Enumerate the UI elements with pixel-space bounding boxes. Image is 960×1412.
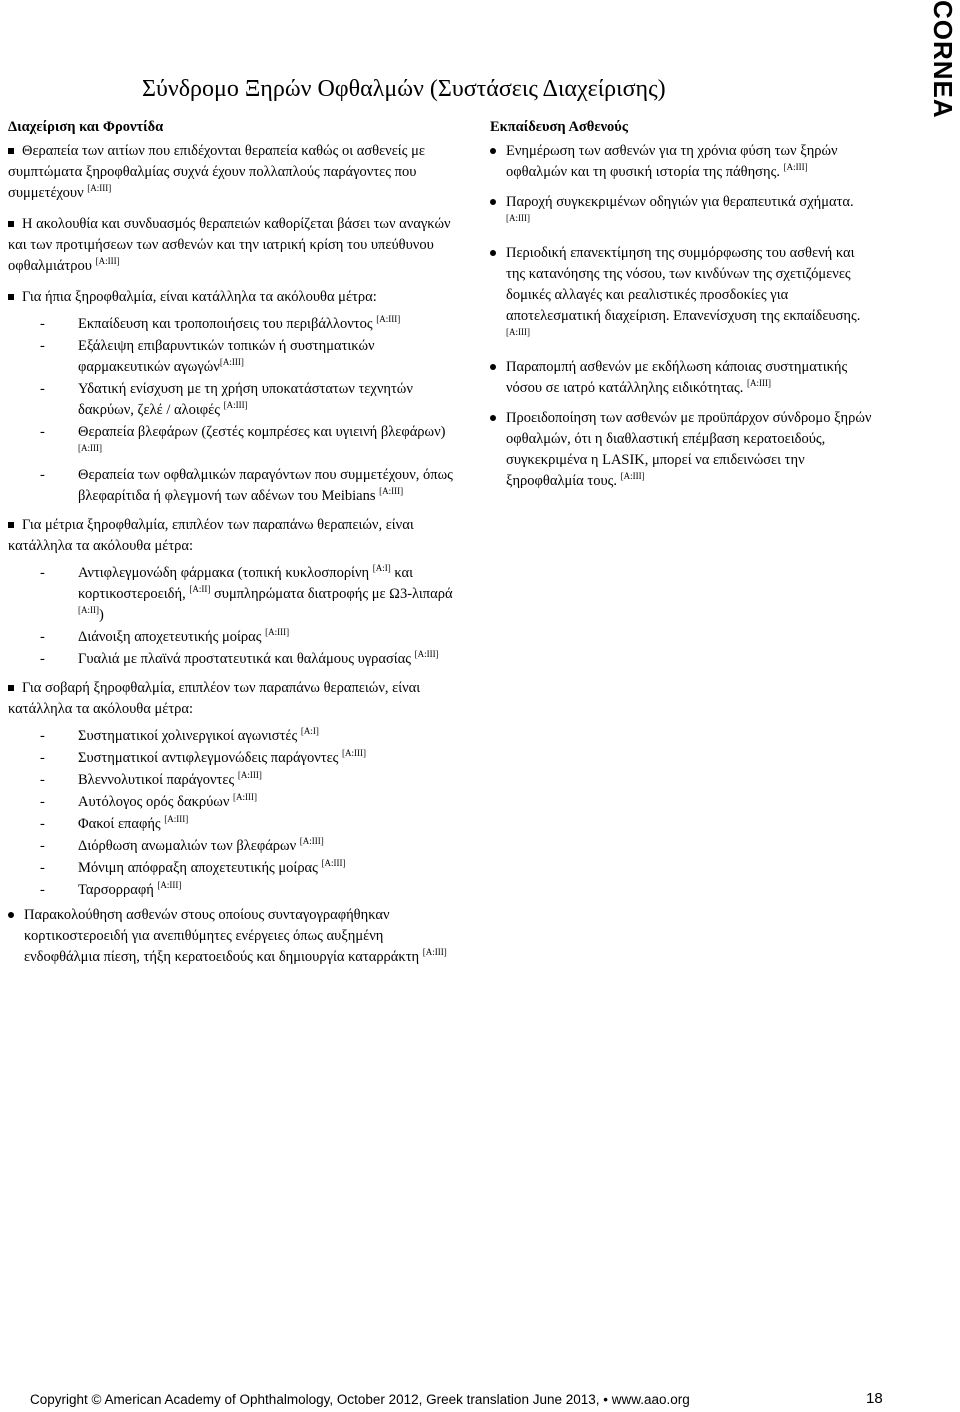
list-item: - Συστηματικοί αντιφλεγμονώδεις παράγοντες [A:III] (8, 748, 458, 769)
page-footer (30, 1392, 890, 1412)
list-item: - Υδατική ενίσχυση με τη χρήση υποκατάστατων τεχνητών δακρύων, ζελέ / αλοιφές [A:III] (8, 379, 458, 421)
management-column (8, 117, 458, 977)
mild-measures-list (8, 314, 458, 507)
list-item: - Συστηματικοί χολινεργικοί αγωνιστές [A:I] (8, 726, 458, 747)
list-item: - Θεραπεία των οφθαλμικών παραγόντων που συμμετέχουν, όπως βλεφαρίτιδα ή φλεγμονή των αδένων του Meibians [A:III] (8, 465, 458, 507)
list-item: Παραπομπή ασθενών με εκδήλωση κάποιας συστηματικής νόσου σε ιατρό κατάλληλης ειδικότητας. [A:III] (490, 357, 875, 399)
list-item: - Ταρσορραφή [A:III] (8, 880, 458, 901)
list-item: - Φακοί επαφής [A:III] (8, 814, 458, 835)
patient-education-heading: Εκπαίδευση Ασθενούς (490, 119, 628, 135)
severe-measures-list (8, 726, 458, 901)
bullet-steroid-monitoring: Παρακολούθηση ασθενών στους οποίους συνταγογραφήθηκαν κορτικοστεροειδή για ανεπιθύμητες ενέργειες όπως αυξημένη ενδοφθάλμια πίεση, τήξη κερατοειδούς και δημιουργία καταρράκτη [A:III] (8, 905, 458, 968)
bullet-severe: Για σοβαρή ξηροφθαλμία, επιπλέον των παραπάνω θεραπειών, είναι κατάλληλα τα ακόλουθα μέτρα: (8, 678, 458, 720)
list-item: - Διόρθωση ανωμαλιών των βλεφάρων [A:III] (8, 836, 458, 857)
evidence-ref: [A:III] (95, 256, 120, 267)
moderate-measures-list (8, 563, 458, 670)
bullet-sequence: Η ακολουθία και συνδυασμός θεραπειών καθορίζεται βάσει των αναγκών και των προτιμήσεων των ασθενών και την ιατρική κρίση του υπεύθυνου οφθαλμιάτρου [A:III] (8, 214, 458, 277)
list-item: - Γυαλιά με πλαϊνά προστατευτικά και θαλάμους υγρασίας [A:III] (8, 649, 458, 670)
evidence-ref: [A:III] (87, 183, 112, 194)
list-item: Ενημέρωση των ασθενών για τη χρόνια φύση των ξηρών οφθαλμών και τη φυσική ιστορία της πάθησης. [A:III] (490, 141, 875, 183)
list-item: - Εκπαίδευση και τροποποιήσεις του περιβάλλοντος [A:III] (8, 314, 458, 335)
bullet-mild: Για ήπια ξηροφθαλμία, είναι κατάλληλα τα ακόλουθα μέτρα: (8, 287, 458, 308)
list-item: - Θεραπεία βλεφάρων (ζεστές κομπρέσες και υγιεινή βλεφάρων) [A:III] (8, 422, 458, 464)
list-item: - Μόνιμη απόφραξη αποχετευτικής μοίρας [A:III] (8, 858, 458, 879)
bullet-moderate: Για μέτρια ξηροφθαλμία, επιπλέον των παραπάνω θεραπειών, είναι κατάλληλα τα ακόλουθα μέτρα: (8, 515, 458, 557)
management-heading: Διαχείριση και Φροντίδα (8, 119, 164, 135)
section-tab-label: CORNEA (928, 0, 958, 119)
bullet-treat-causes: Θεραπεία των αιτίων που επιδέχονται θεραπεία καθώς οι ασθενείς με συμπτώματα ξηροφθαλμίας συχνά έχουν πολλαπλούς παράγοντες που συμμετέχουν [A:III] (8, 141, 458, 204)
list-item: - Εξάλειψη επιβαρυντικών τοπικών ή συστηματικών φαρμακευτικών αγωγών[A:III] (8, 336, 458, 378)
list-item: Περιοδική επανεκτίμηση της συμμόρφωσης του ασθενή και της κατανόησης της νόσου, των κινδύνων της σχετιζόμενες δομικές αλλαγές και ρεαλιστικές προσδοκίες για αποτελεσματική διαχείριση. Επανενίσχυση της εκπαίδευσης. [A:III] (490, 243, 875, 348)
page-title: Σύνδρομο Ξηρών Οφθαλμών (Συστάσεις Διαχείρισης) (142, 76, 666, 102)
page-number: 18 (866, 1390, 883, 1407)
list-item: Προειδοποίηση των ασθενών με προϋπάρχον σύνδρομο ξηρών οφθαλμών, ότι η διαθλαστική επέμβαση κερατοειδούς, συγκεκριμένα η LASIK, μπορεί να επιδεινώσει την ξηροφθαλμία τους. [A:III] (490, 408, 875, 492)
list-item: Παροχή συγκεκριμένων οδηγιών για θεραπευτικά σχήματα. [A:III] (490, 192, 875, 234)
section-tab (926, 0, 960, 120)
list-item: - Αντιφλεγμονώδη φάρμακα (τοπική κυκλοσπορίνη [A:I] και κορτικοστεροειδή, [A:II] συμπληρώματα διατροφής με Ω3-λιπαρά [A:II]) (8, 563, 458, 626)
copyright-notice: Copyright © American Academy of Ophthalmology, October 2012, Greek translation June 2013, • www.aao.org (30, 1392, 690, 1407)
list-item: - Αυτόλογος ορός δακρύων [A:III] (8, 792, 458, 813)
list-item: - Βλεννολυτικοί παράγοντες [A:III] (8, 770, 458, 791)
patient-education-column (490, 117, 875, 501)
list-item: - Διάνοιξη αποχετευτικής μοίρας [A:III] (8, 627, 458, 648)
